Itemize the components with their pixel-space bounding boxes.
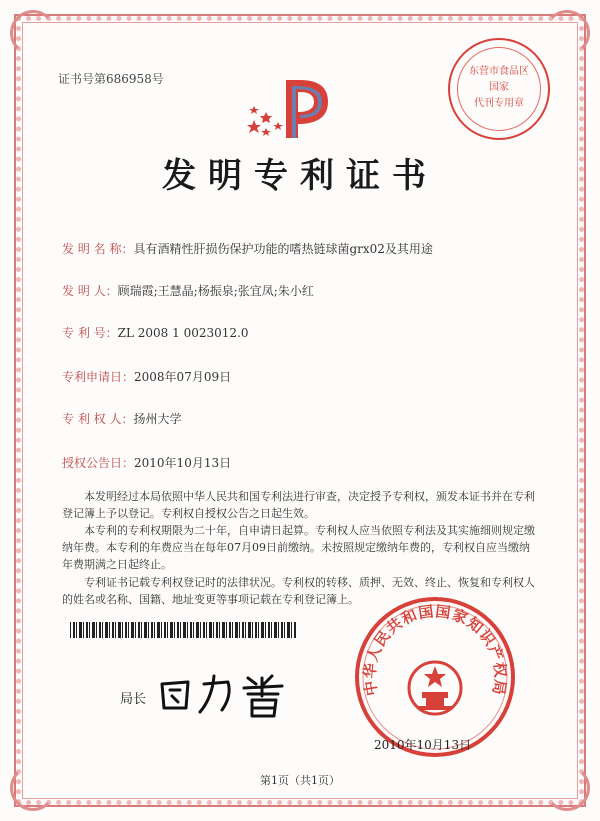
paragraph-legal-status: 专利证书记载专利权登记时的法律状况。专利权的转移、质押、无效、终止、恢复和专利权人的姓名或名称、国籍、地址变更等事项记载在专利登记簿上。 bbox=[62, 576, 535, 606]
field-label: 发 明 名 称： bbox=[62, 242, 134, 256]
page-number: 第1页（共1页） bbox=[260, 774, 340, 787]
barcode bbox=[70, 622, 296, 638]
field-grant-date bbox=[62, 454, 231, 471]
field-value: 2008年07月09日 bbox=[134, 370, 232, 384]
agency-seal bbox=[448, 38, 550, 140]
agency-seal-line-3: 代刊专用章 bbox=[474, 98, 524, 109]
field-value: ZL 2008 1 0023012.0 bbox=[117, 326, 249, 340]
national-emblem-icon bbox=[409, 662, 461, 714]
field-value: 顾瑞霞;王慧晶;杨振泉;张宜凤;朱小红 bbox=[117, 284, 314, 298]
certificate-title: 发明专利证书 bbox=[162, 156, 438, 196]
certificate-number: 证书号第686958号 bbox=[58, 72, 164, 86]
field-invention-name bbox=[62, 240, 433, 257]
field-patentee bbox=[62, 410, 181, 427]
field-label: 专利申请日： bbox=[62, 370, 135, 384]
corner-ornament-top-right bbox=[544, 10, 590, 56]
seal-date: 2010年10月13日 bbox=[374, 738, 472, 752]
director-label: 局长 bbox=[120, 692, 147, 707]
field-patent-number bbox=[62, 324, 248, 341]
field-label: 授权公告日： bbox=[62, 456, 135, 470]
field-value: 具有酒精性肝损伤保护功能的嗜热链球菌grx02及其用途 bbox=[133, 242, 433, 256]
seal-arc-text: 中华人民共和国国家知识产权局 bbox=[360, 602, 510, 698]
paragraph-grant-statement: 本发明经过本局依照中华人民共和国专利法进行审查，决定授予专利权，颁发本证书并在专利登记簿上予以登记。专利权自授权公告之日起生效。 bbox=[62, 490, 535, 520]
agency-seal-line-2: 国家 bbox=[489, 82, 509, 93]
agency-seal-line-1: 东营市食品区 bbox=[469, 66, 529, 77]
field-application-date bbox=[62, 368, 231, 385]
paragraph-term-and-fees: 本专利的专利权期限为二十年，自申请日起算。专利权人应当依照专利法及其实施细则规定缴纳年费。本专利的年费应当在每年07月09日前缴纳。未按照规定缴纳年费的，专利权自应当缴纳年费期满之日起终止。 bbox=[62, 524, 535, 571]
field-value: 扬州大学 bbox=[133, 412, 182, 426]
field-inventors bbox=[62, 282, 314, 299]
field-label: 发 明 人： bbox=[62, 284, 118, 298]
field-label: 专 利 权 人： bbox=[62, 412, 134, 426]
director-signature-icon bbox=[152, 662, 302, 722]
corner-ornament-top-left bbox=[10, 10, 56, 56]
field-value: 2010年10月13日 bbox=[134, 456, 232, 470]
field-label: 专 利 号： bbox=[62, 326, 118, 340]
patent-office-logo-icon bbox=[240, 72, 350, 142]
